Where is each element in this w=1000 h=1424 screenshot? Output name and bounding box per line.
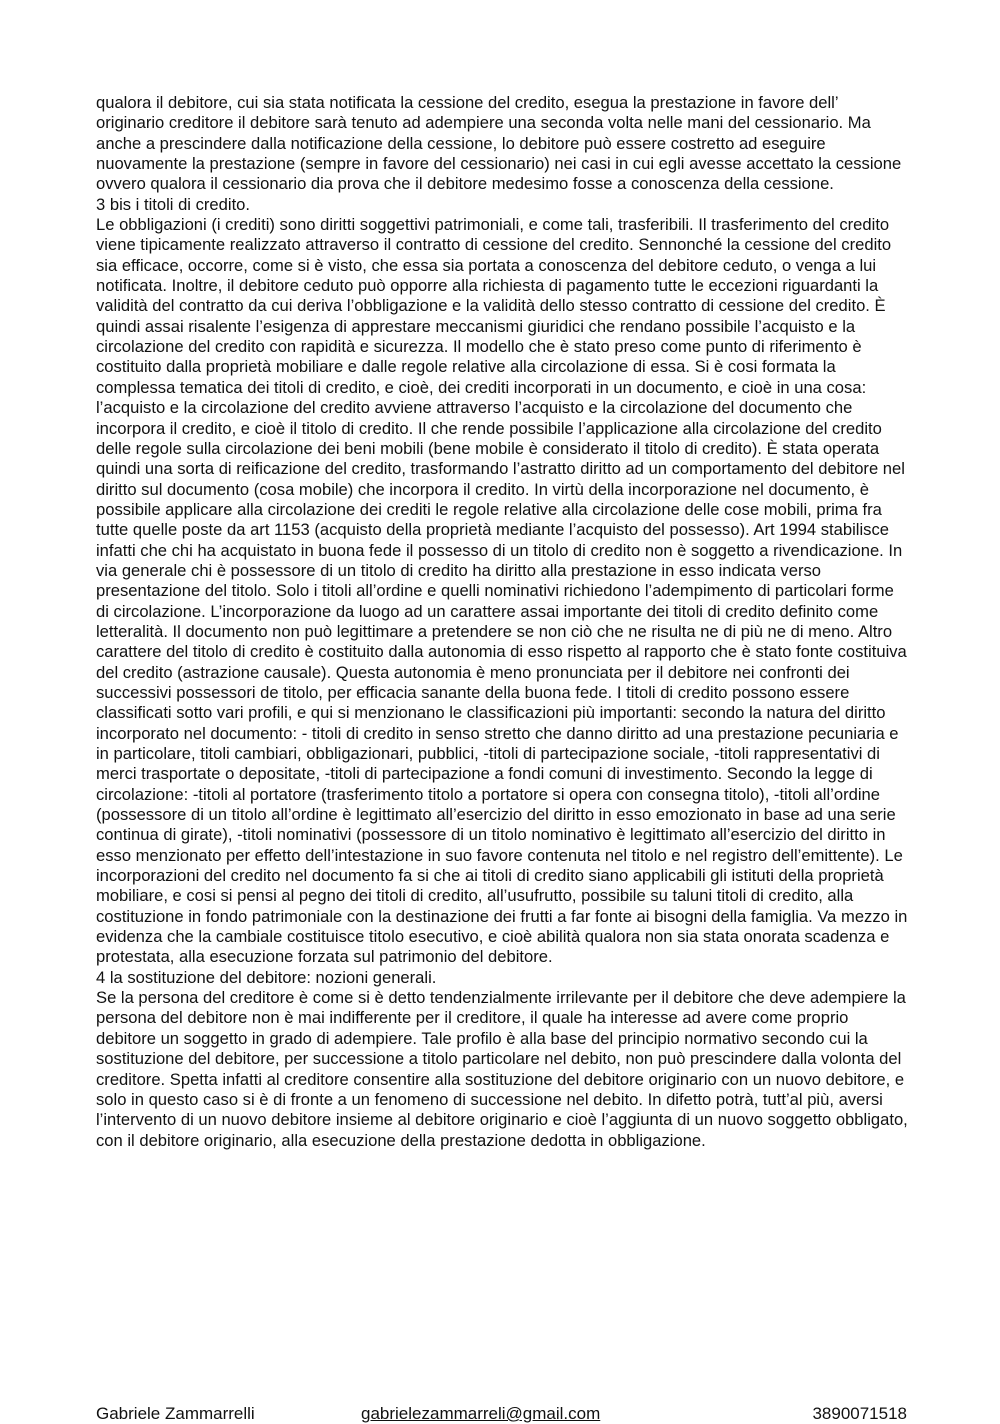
section-heading-sostituzione-debitore: 4 la sostituzione del debitore: nozioni generali. <box>96 967 437 987</box>
footer-author-name: Gabriele Zammarrelli <box>96 1404 255 1423</box>
footer-email-link[interactable]: gabrielezammarreli@gmail.com <box>361 1404 601 1423</box>
section-heading-titoli-di-credito: 3 bis i titoli di credito. <box>96 194 251 214</box>
document-body <box>96 93 908 1151</box>
paragraph-cessione-continuation: qualora il debitore, cui sia stata notificata la cessione del credito, esegua la prestazione in favore dell’ originario creditore il debitore sarà tenuto ad adempiere una seconda volta nelle mani del cessionario. Ma anche a prescindere dalla notificazione della cessione, lo debitore può essere costretto ad eseguire nuovamente la prestazione (sempre in favore del cessionario) nei casi in cui egli avesse accettato la cessione ovvero qualora il cessionario dia prova che il debitore medesimo fosse a conoscenza della cessione. <box>96 93 902 194</box>
footer-phone-number: 3890071518 <box>812 1404 907 1423</box>
paragraph-sostituzione-debitore: Se la persona del creditore è come si è detto tendenzialmente irrilevante per il debitore che deve adempiere la persona del debitore non è mai indifferente per il creditore, il quale ha interesse ad avere come proprio debitore un soggetto in grado di adempiere. Tale profilo è alla base del principio normativo secondo cui la sostituzione del debitore, per successione a titolo particolare nel debito, non può prescindere dalla volonta del creditore. Spetta infatti al creditore consentire alla sostituzione del debitore originario con un nuovo debitore, e solo in questo caso si è di fronte a un fenomeno di successione nel debito. In difetto potrà, tutt’al più, aversi l’intervento di un nuovo debitore insieme al debitore originario e cioè l’aggiunta di un nuovo soggetto obbligato, con il debitore originario, alla esecuzione della prestazione dedotta in obbligazione. <box>96 988 908 1150</box>
paragraph-titoli-di-credito: Le obbligazioni (i crediti) sono diritti soggettivi patrimoniali, e come tali, trasferibili. Il trasferimento del credito viene tipicamente realizzato attraverso il contratto di cessione del credito. Sennonché la cessione del credito sia efficace, occorre, come si è visto, che essa sia portata a conoscenza del debitore ceduto, o venga a lui notificata. Inoltre, il debitore ceduto può opporre alla richiesta di pagamento tutte le eccezioni riguardanti la validità del contratto da cui deriva l’obbligazione e la validità dello stesso contratto di cessione del credito. È quindi assai risalente l’esigenza di apprestare meccanismi giuridici che rendano possibile l’acquisto e la circolazione del credito con rapidità e sicurezza. Il modello che è stato preso come punto di riferimento è costituito dalla proprietà mobiliare e dalle regole relative alla circolazione di essa. Si è cosi formata la complessa tematica dei titoli di credito, e cioè, dei crediti incorporati in un documento, e cioè in una cosa: l’acquisto e la circolazione del credito avviene attraverso l’acquisto e la circolazione del documento che incorpora il credito, e cioè il titolo di credito. Il che rende possibile l’applicazione alla circolazione del credito delle regole sulla circolazione dei beni mobili (bene mobile è considerato il titolo di credito). È stata operata quindi una sorta di reificazione del credito, trasformando l’astratto diritto ad un comportamento del debitore nel diritto sul documento (cosa mobile) che incorpora il credito. In virtù della incorporazione nel documento, è possibile applicare alla circolazione dei crediti le regole relative alla circolazione delle cose mobili, prima fra tutte quelle poste da art 1153 (acquisto della proprietà mediante l’acquisto del possesso). Art 1994 stabilisce infatti che chi ha acquistato in buona fede il possesso di un titolo di credito non è soggetto a rivendicazione. In via generale chi è possessore di un titolo di credito ha diritto alla prestazione in esso indicata verso presentazione del titolo. Solo i titoli all’ordine e quelli nominativi richiedono l’adempimento di particolari forme di circolazione. L’incorporazione da luogo ad un carattere assai importante dei titoli di credito definito come letteralità. Il documento non può legittimare a pretendere se non ciò che ne risulta ne di più ne di meno. Altro carattere del titolo di credito è costituito dalla autonomia di esso rispetto al rapporto che è stato fonte costituiva del credito (astrazione causale). Questa autonomia è meno pronunciata per il debitore nei confronti dei successivi possessori de titolo, per efficacia sanante della buona fede. I titoli di credito possono essere classificati sotto vari profili, e qui si menzionano le classificazioni più importanti: secondo la natura del diritto incorporato nel documento: - titoli di credito in senso stretto che danno diritto ad una prestazione pecuniaria e in particolare, titoli cambiari, obbligazionari, pubblici, -titoli di partecipazione sociale, -titoli rappresentativi di merci trasportate o depositate, -titoli di partecipazione a fondi comuni di investimento. Secondo la legge di circolazione: -titoli al portatore (trasferimento titolo a portatore si opera con consegna titolo), -titoli all’ordine (possessore di un titolo all’ordine è legittimato all’esercizio del diritto in esso emozionato in base ad una serie continua di girate), -titoli nominativi (possessore di un titolo nominativo è legittimato all’esercizio del diritto in esso menzionato per effetto dell’intestazione in suo favore contenuta nel titolo e nel registro dell’emittente). Le incorporazioni del credito nel documento fa si che ai titoli di credito siano applicabili gli istituti della proprietà mobiliare, e cosi si pensi al pegno dei titoli di credito, all’usufrutto, possibile su taluni titoli di credito, alla costituzione in fondo patrimoniale con la destinazione dei frutti a far fonte ai bisogni della famiglia. Va mezzo in evidenza che la cambiale costituisce titolo esecutivo, e cioè abilità qualora non sia stata onorata scadenza e protestata, alla esecuzione forzata sul patrimonio del debitore. <box>96 215 908 967</box>
